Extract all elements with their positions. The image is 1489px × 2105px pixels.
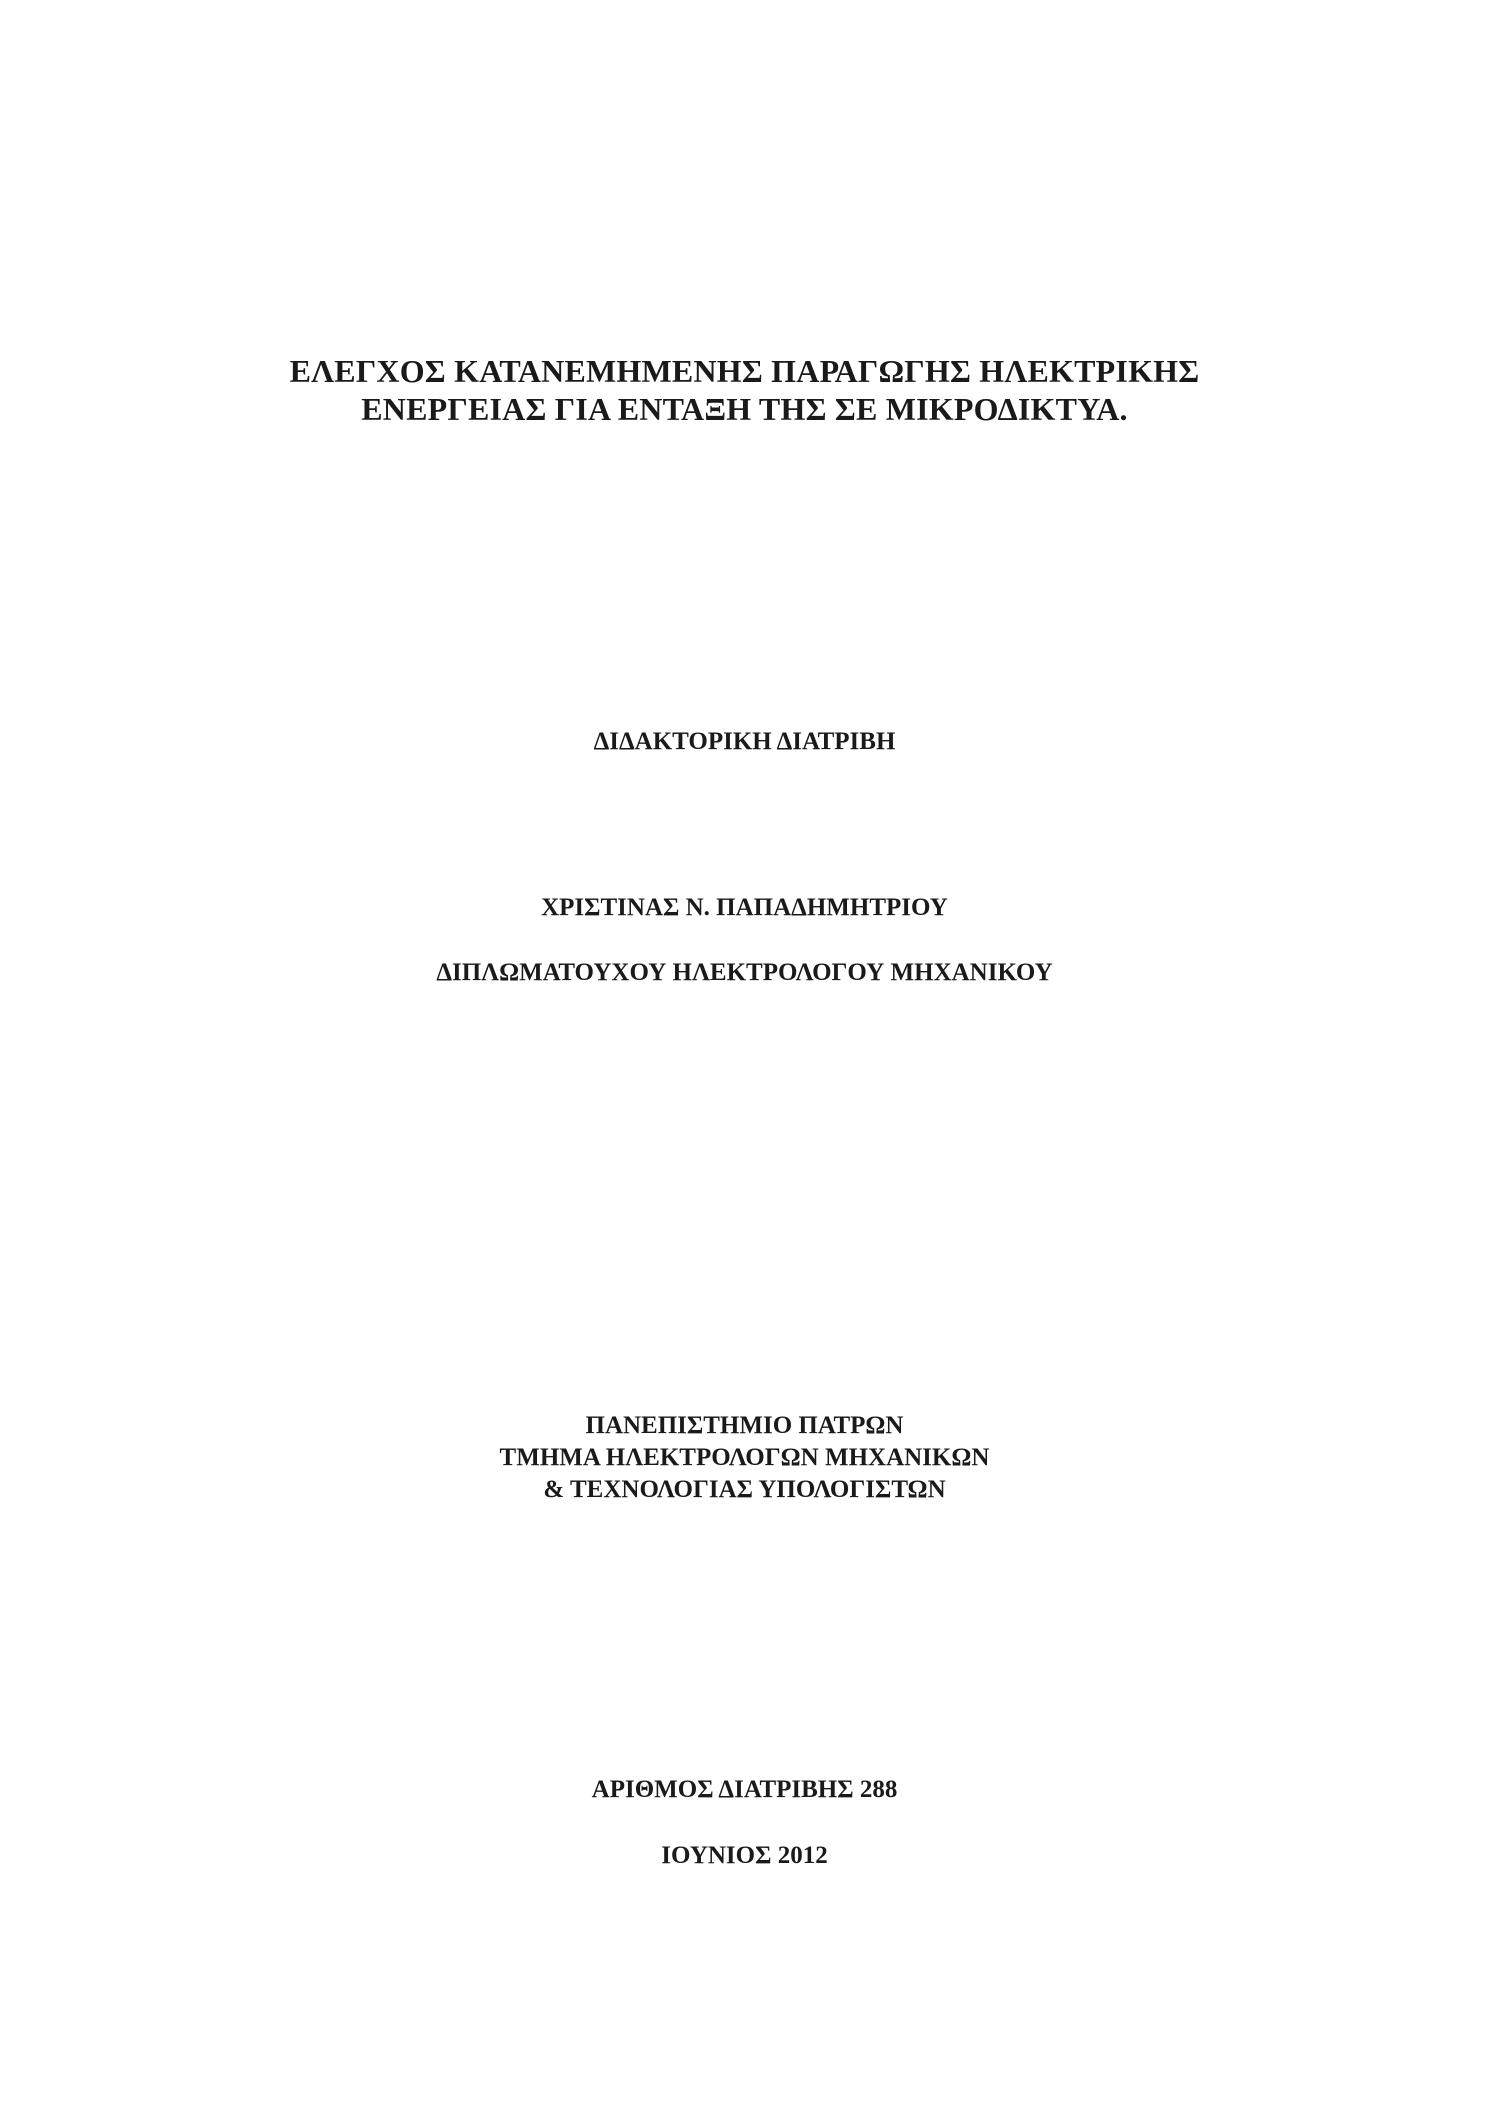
department-line-1: ΤΜΗΜΑ ΗΛΕΚΤΡΟΛΟΓΩΝ ΜΗΧΑΝΙΚΩΝ xyxy=(499,1444,990,1471)
author-degree-text: ΔΙΠΛΩΜΑΤΟΥΧΟΥ ΗΛΕΚΤΡΟΛΟΓΟΥ ΜΗΧΑΝΙΚΟΥ xyxy=(436,959,1053,986)
thesis-title xyxy=(0,352,1489,428)
thesis-type-label: ΔΙΔΑΚΤΟΡΙΚΗ ΔΙΑΤΡΙΒΗ xyxy=(593,728,896,755)
publication-date-text: ΙΟΥΝΙΟΣ 2012 xyxy=(661,1842,828,1869)
department-line-2: & ΤΕΧΝΟΛΟΓΙΑΣ ΥΠΟΛΟΓΙΣΤΩΝ xyxy=(543,1476,946,1503)
thesis-title-line-2: ΕΝΕΡΓΕΙΑΣ ΓΙΑ ΕΝΤΑΞΗ ΤΗΣ ΣΕ ΜΙΚΡΟΔΙΚΤΥΑ. xyxy=(361,391,1128,427)
thesis-title-line-1: ΕΛΕΓΧΟΣ ΚΑΤΑΝΕΜΗΜΕΝΗΣ ΠΑΡΑΓΩΓΗΣ ΗΛΕΚΤΡΙΚΗΣ xyxy=(289,353,1200,389)
thesis-number xyxy=(0,1775,1489,1805)
publication-date xyxy=(0,1841,1489,1871)
author-degree xyxy=(0,958,1489,988)
thesis-number-text: ΑΡΙΘΜΟΣ ΔΙΑΤΡΙΒΗΣ 288 xyxy=(591,1776,898,1803)
author-name xyxy=(0,893,1489,923)
institution xyxy=(0,1410,1489,1506)
thesis-type xyxy=(0,727,1489,757)
university-name: ΠΑΝΕΠΙΣΤΗΜΙΟ ΠΑΤΡΩΝ xyxy=(585,1412,904,1439)
author-name-text: ΧΡΙΣΤΙΝΑΣ Ν. ΠΑΠΑΔΗΜΗΤΡΙΟΥ xyxy=(541,894,948,921)
